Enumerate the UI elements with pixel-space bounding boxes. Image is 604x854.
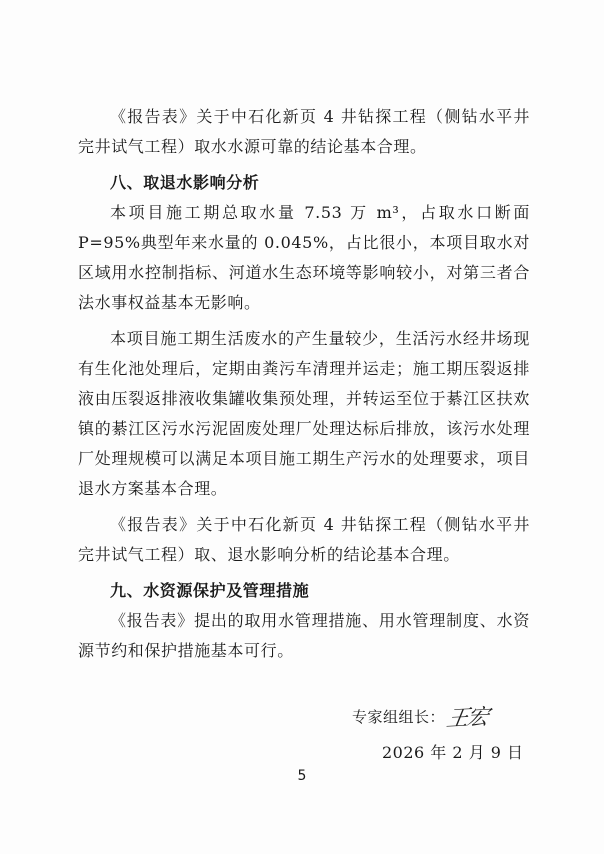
paragraph-wastewater-handling: 本项目施工期生活废水的产生量较少，生活污水经井场现有生化池处理后，定期由粪污车清理并运走；施工期压裂返排液由压裂返排液收集罐收集预处理，并转运至位于綦江区扶欢镇的綦江区污水污泥固废处理厂处理达标后排放，该污水处理厂处理规模可以满足本项目施工期生产污水的处理要求，项目退水方案基本合理。 [78, 329, 530, 498]
heading-section-8: 八、取退水影响分析 [110, 173, 260, 192]
signature-block [352, 700, 552, 732]
document-body [78, 102, 530, 666]
handwritten-signature: 王宏 [444, 704, 489, 732]
paragraph-conclusion-intake-discharge: 《报告表》关于中石化新页 4 井钻探工程（侧钻水平井完井试气工程）取、退水影响分析的结论基本合理。 [78, 515, 530, 564]
paragraph-protection-measures: 《报告表》提出的取用水管理措施、用水管理制度、水资源节约和保护措施基本可行。 [78, 611, 530, 660]
document-date: 2026 年 2 月 9 日 [382, 743, 524, 762]
signature-label: 专家组组长： [352, 707, 446, 726]
heading-section-9: 九、水资源保护及管理措施 [110, 581, 310, 600]
paragraph-water-intake-impact: 本项目施工期总取水量 7.53 万 m³，占取水口断面 P=95%典型年来水量的 0.045%，占比很小，本项目取水对区域用水控制指标、河道水生态环境等影响较小，对第三者合法水事权益基本无影响。 [78, 203, 530, 312]
page-number: 5 [297, 768, 307, 784]
paragraph-conclusion-water-source: 《报告表》关于中石化新页 4 井钻探工程（侧钻水平井完井试气工程）取水水源可靠的结论基本合理。 [78, 107, 530, 156]
